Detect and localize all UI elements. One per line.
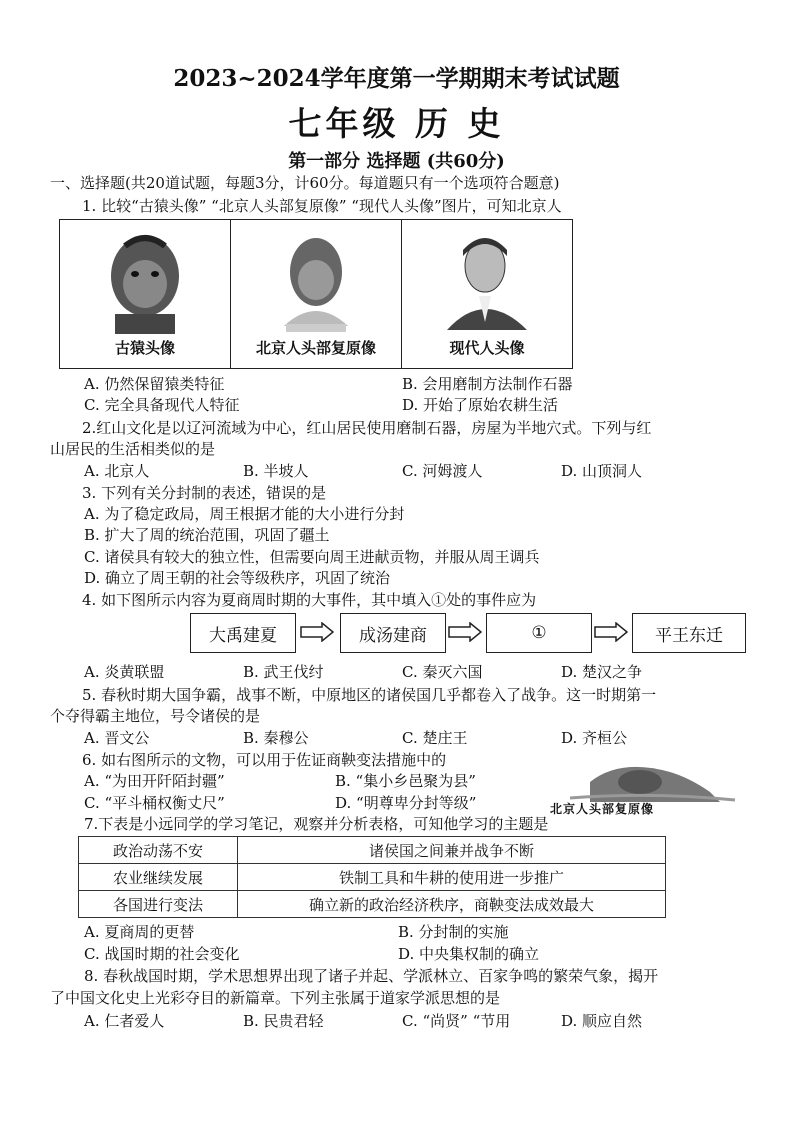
q8-option-b[interactable]: B. 民贵君轻 bbox=[243, 1012, 324, 1030]
q8-stem-cont: 了中国文化史上光彩夺目的新篇章。下列主张属于道家学派思想的是 bbox=[50, 989, 501, 1007]
q2-option-d[interactable]: D. 山顶洞人 bbox=[561, 462, 643, 480]
q3-option-d[interactable]: D. 确立了周王朝的社会等级秩序，巩固了统治 bbox=[84, 569, 391, 587]
q2-stem-cont: 山居民的生活相类似的是 bbox=[50, 440, 216, 458]
q2-option-a[interactable]: A. 北京人 bbox=[84, 462, 150, 480]
flow-step-blank: ① bbox=[486, 613, 592, 653]
peking-man-image bbox=[231, 220, 402, 368]
q8-option-d[interactable]: D. 顺应自然 bbox=[561, 1012, 643, 1030]
table-cell: 确立新的政治经济秩序，商鞅变法成效最大 bbox=[238, 891, 666, 918]
q6-option-a[interactable]: A. “为田开阡陌封疆” bbox=[84, 772, 225, 790]
q4-option-d[interactable]: D. 楚汉之争 bbox=[561, 663, 643, 681]
q2-option-b[interactable]: B. 半坡人 bbox=[243, 462, 309, 480]
table-cell: 诸侯国之间兼并战争不断 bbox=[238, 837, 666, 864]
subject-title: 七年级 历 史 bbox=[288, 104, 505, 143]
peking-man-head-icon bbox=[256, 226, 376, 336]
ape-head-image bbox=[60, 220, 231, 368]
q2-stem: 2.红山文化是以辽河流域为中心，红山居民使用磨制石器，房屋为半地穴式。下列与红 bbox=[82, 419, 652, 437]
ape-head-icon bbox=[85, 226, 205, 336]
image-caption: 古猿头像 bbox=[114, 339, 175, 357]
q5-option-b[interactable]: B. 秦穆公 bbox=[243, 729, 309, 747]
q3-stem: 3. 下列有关分封制的表述，错误的是 bbox=[82, 484, 327, 502]
artifact-caption: 北京人头部复原像 bbox=[550, 802, 655, 816]
q5-option-d[interactable]: D. 齐桓公 bbox=[561, 729, 628, 747]
q7-stem: 7.下表是小远同学的学习笔记，观察并分析表格，可知他学习的主题是 bbox=[84, 815, 549, 833]
q1-option-a[interactable]: A. 仍然保留猿类特征 bbox=[84, 375, 225, 393]
q3-option-c[interactable]: C. 诸侯具有较大的独立性，但需要向周王进献贡物，并服从周王调兵 bbox=[84, 548, 540, 566]
table-cell: 农业继续发展 bbox=[79, 864, 238, 891]
q7-option-a[interactable]: A. 夏商周的更替 bbox=[84, 923, 195, 941]
q1-stem: 1. 比较“古猿头像” “北京人头部复原像” “现代人头像”图片，可知北京人 bbox=[82, 197, 562, 215]
modern-man-head-icon bbox=[427, 226, 547, 336]
q8-option-c[interactable]: C. “尚贤” “节用 bbox=[402, 1012, 511, 1030]
q1-option-b[interactable]: B. 会用磨制方法制作石器 bbox=[402, 375, 573, 393]
q6-option-c[interactable]: C. “平斗桶权衡丈尺” bbox=[84, 794, 225, 812]
table-cell: 各国进行变法 bbox=[79, 891, 238, 918]
q4-option-b[interactable]: B. 武王伐纣 bbox=[243, 663, 324, 681]
table-row bbox=[79, 837, 666, 864]
table-row bbox=[79, 864, 666, 891]
q7-option-d[interactable]: D. 中央集权制的确立 bbox=[398, 945, 540, 963]
q3-option-a[interactable]: A. 为了稳定政局，周王根据才能的大小进行分封 bbox=[84, 505, 405, 523]
flow-arrow-icon bbox=[448, 622, 482, 642]
q5-stem-cont: 个夺得霸主地位，号令诸侯的是 bbox=[50, 707, 261, 725]
section-instruction: 一、选择题(共20道试题，每题3分，计60分。每道题只有一个选项符合题意) bbox=[50, 174, 560, 192]
q6-stem: 6. 如右图所示的文物，可以用于佐证商鞅变法措施中的 bbox=[82, 751, 447, 769]
table-cell: 铁制工具和牛耕的使用进一步推广 bbox=[238, 864, 666, 891]
flow-step-4: 平王东迁 bbox=[632, 613, 746, 653]
q6-option-b[interactable]: B. “集小乡邑聚为县” bbox=[335, 772, 476, 790]
q7-option-c[interactable]: C. 战国时期的社会变化 bbox=[84, 945, 240, 963]
modern-man-image bbox=[402, 220, 572, 368]
q1-option-d[interactable]: D. 开始了原始农耕生活 bbox=[402, 396, 559, 414]
q4-stem: 4. 如下图所示内容为夏商周时期的大事件，其中填入①处的事件应为 bbox=[82, 591, 537, 609]
image-caption: 北京人头部复原像 bbox=[255, 339, 376, 357]
table-row bbox=[79, 891, 666, 918]
image-caption: 现代人头像 bbox=[449, 339, 525, 357]
q4-option-a[interactable]: A. 炎黄联盟 bbox=[84, 663, 165, 681]
flow-step-1: 大禹建夏 bbox=[190, 613, 296, 653]
study-notes-table bbox=[78, 836, 666, 918]
q5-option-c[interactable]: C. 楚庄王 bbox=[402, 729, 468, 747]
table-cell: 政治动荡不安 bbox=[79, 837, 238, 864]
q8-option-a[interactable]: A. 仁者爱人 bbox=[84, 1012, 165, 1030]
q1-image-strip bbox=[59, 219, 573, 369]
q4-option-c[interactable]: C. 秦灭六国 bbox=[402, 663, 483, 681]
flow-arrow-icon bbox=[300, 622, 334, 642]
part-title: 第一部分 选择题 (共60分) bbox=[288, 151, 505, 172]
q6-option-d[interactable]: D. “明尊卑分封等级” bbox=[335, 794, 477, 812]
q2-option-c[interactable]: C. 河姆渡人 bbox=[402, 462, 483, 480]
q8-stem: 8. 春秋战国时期，学术思想界出现了诸子并起、学派林立、百家争鸣的繁荣气象，揭开 bbox=[84, 967, 659, 985]
q5-stem: 5. 春秋时期大国争霸，战事不断，中原地区的诸侯国几乎都卷入了战争。这一时期第一 bbox=[82, 686, 657, 704]
q1-option-c[interactable]: C. 完全具备现代人特征 bbox=[84, 396, 240, 414]
q3-option-b[interactable]: B. 扩大了周的统治范围，巩固了疆土 bbox=[84, 526, 330, 544]
q7-option-b[interactable]: B. 分封制的实施 bbox=[398, 923, 509, 941]
flow-arrow-icon bbox=[594, 622, 628, 642]
q5-option-a[interactable]: A. 晋文公 bbox=[84, 729, 150, 747]
flow-step-2: 成汤建商 bbox=[340, 613, 446, 653]
exam-title: 2023~2024学年度第一学期期末考试试题 bbox=[173, 65, 620, 92]
